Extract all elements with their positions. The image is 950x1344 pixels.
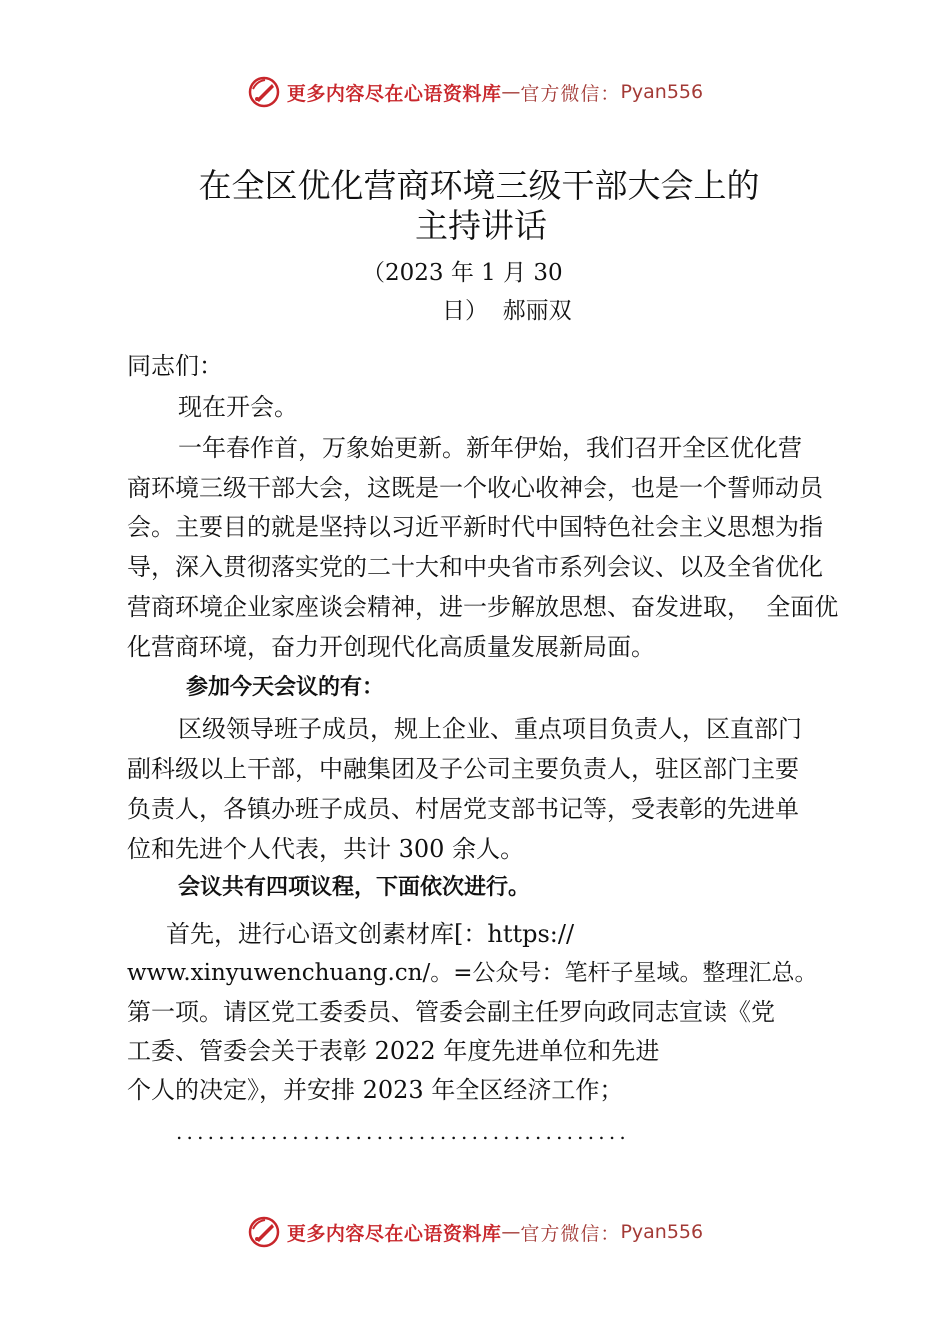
agenda-heading: 会议共有四项议程，下面依次进行。 xyxy=(178,875,531,900)
banner-subtitle: 官方微信： xyxy=(520,82,621,105)
agenda-line: 首先，进行心语文创素材库[：https:// xyxy=(166,920,575,948)
banner-separator: — xyxy=(501,81,521,103)
banner-separator: — xyxy=(501,1221,521,1243)
quill-logo-icon xyxy=(247,75,281,109)
agenda-line: 个人的决定》，并安排 2023 年全区经济工作； xyxy=(127,1076,624,1104)
attendees-line: 区级领导班子成员，规上企业、重点项目负责人，区直部门 xyxy=(178,715,802,743)
attendees-line: 负责人，各镇办班子成员、村居党支部书记等，受表彰的先进单 xyxy=(127,795,799,823)
banner-main-text: 更多内容尽在心语资料库 xyxy=(286,1222,502,1245)
attendees-line: 副科级以上干部，中融集团及子公司主要负责人，驻区部门主要 xyxy=(127,755,799,783)
document-title-line-1: 在全区优化营商环境三级干部大会上的 xyxy=(198,166,760,205)
banner-wechat-id: Pyan556 xyxy=(620,81,704,103)
document-title-line-2: 主持讲话 xyxy=(415,206,547,245)
banner-subtitle: 官方微信： xyxy=(520,1222,621,1245)
paragraph-1-line: 一年春作首，万象始更新。新年伊始，我们召开全区优化营 xyxy=(178,434,802,462)
banner-main-text: 更多内容尽在心语资料库 xyxy=(286,82,502,105)
agenda-line: www.xinyuwenchuang.cn/。=公众号：笔杆子星域。整理汇总。 xyxy=(127,960,818,986)
paragraph-1-line: 化营商环境，奋力开创现代化高质量发展新局面。 xyxy=(127,633,655,661)
opening-line: 现在开会。 xyxy=(178,393,298,421)
paragraph-1-line: 商环境三级干部大会，这既是一个收心收神会，也是一个誓师动员 xyxy=(127,474,823,502)
agenda-line: 工委、管委会关于表彰 2022 年度先进单位和先进 xyxy=(127,1037,660,1065)
attendees-line: 位和先进个人代表，共计 300 余人。 xyxy=(127,835,525,863)
salutation: 同志们： xyxy=(127,352,223,380)
dateline-date: （2023 年 1 月 30 xyxy=(362,260,563,286)
paragraph-1-line: 营商环境企业家座谈会精神，进一步解放思想、奋发进取， 全面优 xyxy=(127,593,839,621)
paragraph-1-line: 会。主要目的就是坚持以习近平新时代中国特色社会主义思想为指 xyxy=(127,513,823,541)
dateline-author: 日） 郝丽双 xyxy=(442,298,572,324)
attendees-heading: 参加今天会议的有： xyxy=(186,675,385,700)
footer-watermark-banner xyxy=(0,1210,950,1254)
paragraph-1-line: 导，深入贯彻落实党的二十大和中央省市系列会议、以及全省优化 xyxy=(127,553,823,581)
ellipsis-dots: ........................................... xyxy=(176,1120,630,1144)
quill-logo-icon xyxy=(247,1215,281,1249)
header-watermark-banner xyxy=(0,70,950,114)
banner-wechat-id: Pyan556 xyxy=(620,1221,704,1243)
agenda-line: 第一项。请区党工委委员、管委会副主任罗向政同志宣读《党 xyxy=(127,998,775,1026)
